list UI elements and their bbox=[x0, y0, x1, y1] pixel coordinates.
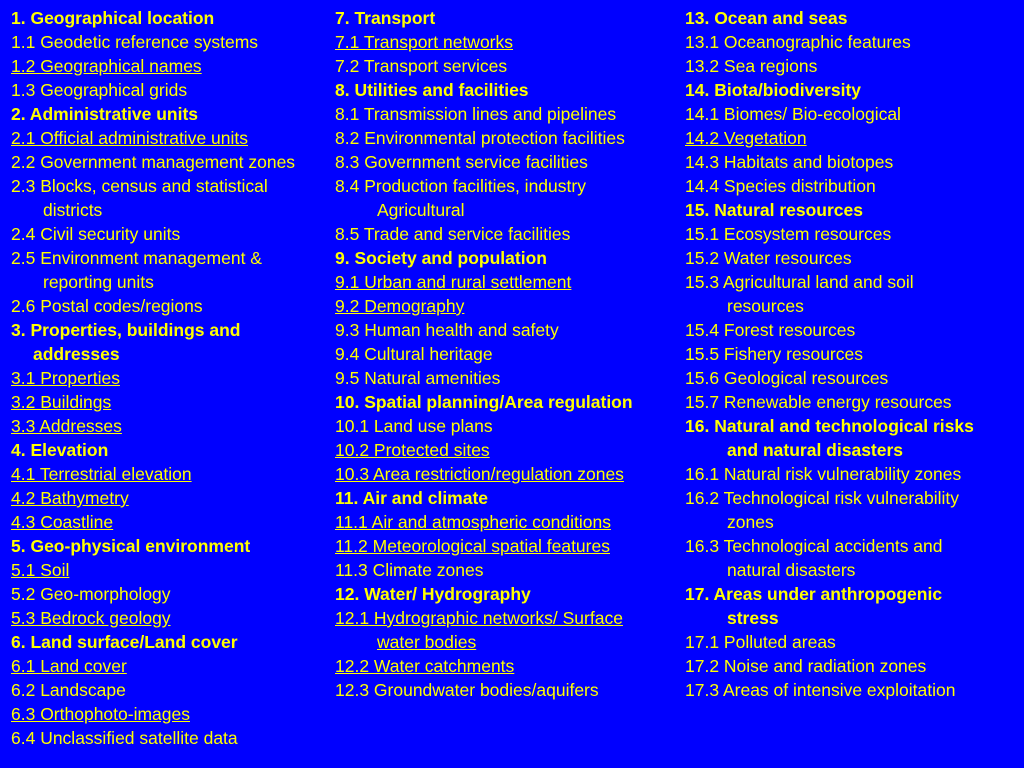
theme-item-1-1 bbox=[11, 30, 331, 54]
theme-label: 8.1 Transmission lines and pipelines bbox=[335, 104, 617, 124]
theme-label: 8.2 Environmental protection facilities bbox=[335, 128, 625, 148]
theme-heading-10 bbox=[335, 390, 681, 414]
theme-label: 14.3 Habitats and biotopes bbox=[685, 152, 894, 172]
theme-label: 8.4 Production facilities, industry bbox=[335, 176, 586, 196]
theme-heading-13 bbox=[685, 6, 1021, 30]
theme-item-8-1 bbox=[335, 102, 681, 126]
theme-label: 5.2 Geo-morphology bbox=[11, 584, 171, 604]
theme-item-11-2[interactable] bbox=[335, 534, 681, 558]
theme-label: 14. Biota/biodiversity bbox=[685, 80, 862, 100]
column-themes-7-12 bbox=[335, 6, 681, 702]
theme-heading-9 bbox=[335, 246, 681, 270]
theme-label-continuation: reporting units bbox=[43, 272, 154, 292]
theme-label[interactable]: 12.2 Water catchments bbox=[335, 656, 515, 676]
theme-item-2-1[interactable] bbox=[11, 126, 331, 150]
theme-item-2-2 bbox=[11, 150, 331, 174]
theme-label: 15. Natural resources bbox=[685, 200, 864, 220]
theme-item-15-6 bbox=[685, 366, 1021, 390]
theme-label[interactable]: 2.1 Official administrative units bbox=[11, 128, 249, 148]
theme-label: 16. Natural and technological risks bbox=[685, 416, 974, 436]
theme-item-8-2 bbox=[335, 126, 681, 150]
theme-label[interactable]: 3.3 Addresses bbox=[11, 416, 122, 436]
theme-heading-14 bbox=[685, 78, 1021, 102]
theme-label[interactable]: 4.3 Coastline bbox=[11, 512, 114, 532]
theme-label[interactable]: 10.3 Area restriction/regulation zones bbox=[335, 464, 624, 484]
theme-label: 7.2 Transport services bbox=[335, 56, 508, 76]
theme-label: 8. Utilities and facilities bbox=[335, 80, 529, 100]
theme-item-17-2 bbox=[685, 654, 1021, 678]
theme-heading-7 bbox=[335, 6, 681, 30]
theme-heading-8 bbox=[335, 78, 681, 102]
theme-item-15-1 bbox=[685, 222, 1021, 246]
theme-item-6-1[interactable] bbox=[11, 654, 331, 678]
theme-label: 8.3 Government service facilities bbox=[335, 152, 588, 172]
theme-label[interactable]: 9.2 Demography bbox=[335, 296, 465, 316]
theme-label[interactable]: 5.1 Soil bbox=[11, 560, 70, 580]
theme-heading-6 bbox=[11, 630, 331, 654]
theme-item-8-4 bbox=[335, 174, 681, 222]
theme-label: 2.6 Postal codes/regions bbox=[11, 296, 203, 316]
theme-label: 2.2 Government management zones bbox=[11, 152, 296, 172]
theme-item-17-1 bbox=[685, 630, 1021, 654]
theme-item-10-2[interactable] bbox=[335, 438, 681, 462]
theme-item-9-4 bbox=[335, 342, 681, 366]
theme-item-9-3 bbox=[335, 318, 681, 342]
theme-item-7-1[interactable] bbox=[335, 30, 681, 54]
theme-item-15-2 bbox=[685, 246, 1021, 270]
theme-item-9-2[interactable] bbox=[335, 294, 681, 318]
theme-item-14-2[interactable] bbox=[685, 126, 1021, 150]
theme-label[interactable]: 9.1 Urban and rural settlement bbox=[335, 272, 572, 292]
theme-item-12-2[interactable] bbox=[335, 654, 681, 678]
theme-label[interactable]: 12.1 Hydrographic networks/ Surface bbox=[335, 608, 623, 628]
theme-item-5-2 bbox=[11, 582, 331, 606]
theme-label[interactable]: 3.2 Buildings bbox=[11, 392, 112, 412]
theme-heading-4 bbox=[11, 438, 331, 462]
theme-item-4-3[interactable] bbox=[11, 510, 331, 534]
theme-item-4-2[interactable] bbox=[11, 486, 331, 510]
theme-label: 15.6 Geological resources bbox=[685, 368, 889, 388]
theme-heading-11 bbox=[335, 486, 681, 510]
theme-item-6-3[interactable] bbox=[11, 702, 331, 726]
theme-label: 9.5 Natural amenities bbox=[335, 368, 501, 388]
theme-label[interactable]: 14.2 Vegetation bbox=[685, 128, 807, 148]
theme-heading-17 bbox=[685, 582, 1021, 630]
theme-label: 11.3 Climate zones bbox=[335, 560, 484, 580]
theme-item-3-2[interactable] bbox=[11, 390, 331, 414]
theme-item-1-3 bbox=[11, 78, 331, 102]
theme-label: 9.3 Human health and safety bbox=[335, 320, 559, 340]
theme-heading-12 bbox=[335, 582, 681, 606]
theme-item-3-1[interactable] bbox=[11, 366, 331, 390]
theme-label: 16.2 Technological risk vulnerability bbox=[685, 488, 959, 508]
theme-heading-16 bbox=[685, 414, 1021, 462]
theme-label: 3. Properties, buildings and bbox=[11, 320, 241, 340]
theme-heading-3 bbox=[11, 318, 331, 366]
theme-label: 15.1 Ecosystem resources bbox=[685, 224, 892, 244]
theme-item-15-3 bbox=[685, 270, 1021, 318]
theme-label: 2.3 Blocks, census and statistical bbox=[11, 176, 268, 196]
theme-label-continuation: and natural disasters bbox=[727, 440, 904, 460]
theme-label[interactable]: 7.1 Transport networks bbox=[335, 32, 513, 52]
theme-label: 14.4 Species distribution bbox=[685, 176, 876, 196]
column-themes-1-6 bbox=[11, 6, 331, 750]
theme-label: 15.5 Fishery resources bbox=[685, 344, 863, 364]
theme-label: 10.1 Land use plans bbox=[335, 416, 493, 436]
theme-item-9-5 bbox=[335, 366, 681, 390]
theme-label: 13.1 Oceanographic features bbox=[685, 32, 911, 52]
theme-item-5-1[interactable] bbox=[11, 558, 331, 582]
theme-label: 11. Air and climate bbox=[335, 488, 489, 508]
theme-label[interactable]: 1.2 Geographical names bbox=[11, 56, 202, 76]
theme-item-15-4 bbox=[685, 318, 1021, 342]
theme-label: 15.3 Agricultural land and soil bbox=[685, 272, 914, 292]
theme-label-continuation: districts bbox=[43, 200, 103, 220]
theme-label: 12. Water/ Hydrography bbox=[335, 584, 531, 604]
theme-label[interactable]: 4.2 Bathymetry bbox=[11, 488, 129, 508]
theme-label[interactable]: 4.1 Terrestrial elevation bbox=[11, 464, 192, 484]
theme-item-2-3 bbox=[11, 174, 331, 222]
theme-label[interactable]: 6.1 Land cover bbox=[11, 656, 127, 676]
column-themes-13-17 bbox=[685, 6, 1021, 702]
theme-label: 7. Transport bbox=[335, 8, 436, 28]
theme-label: 2.4 Civil security units bbox=[11, 224, 181, 244]
theme-label-continuation[interactable]: water bodies bbox=[377, 632, 477, 652]
theme-label: 5. Geo-physical environment bbox=[11, 536, 251, 556]
theme-label[interactable]: 3.1 Properties bbox=[11, 368, 120, 388]
theme-item-16-1 bbox=[685, 462, 1021, 486]
theme-label-continuation: stress bbox=[727, 608, 779, 628]
theme-label: 17.3 Areas of intensive exploitation bbox=[685, 680, 956, 700]
theme-label-continuation: zones bbox=[727, 512, 774, 532]
theme-label: 2. Administrative units bbox=[11, 104, 199, 124]
theme-item-16-2 bbox=[685, 486, 1021, 534]
theme-label: 14.1 Biomes/ Bio-ecological bbox=[685, 104, 901, 124]
theme-label: 17. Areas under anthropogenic bbox=[685, 584, 943, 604]
theme-item-10-3[interactable] bbox=[335, 462, 681, 486]
theme-heading-5 bbox=[11, 534, 331, 558]
theme-item-2-5 bbox=[11, 246, 331, 294]
theme-label: 6. Land surface/Land cover bbox=[11, 632, 238, 652]
theme-label[interactable]: 5.3 Bedrock geology bbox=[11, 608, 171, 628]
theme-item-2-4 bbox=[11, 222, 331, 246]
theme-item-15-5 bbox=[685, 342, 1021, 366]
theme-label: 1. Geographical location bbox=[11, 8, 215, 28]
theme-item-14-3 bbox=[685, 150, 1021, 174]
theme-label[interactable]: 11.1 Air and atmospheric conditions bbox=[335, 512, 611, 532]
theme-label: 16.1 Natural risk vulnerability zones bbox=[685, 464, 962, 484]
theme-label: 17.1 Polluted areas bbox=[685, 632, 836, 652]
theme-item-2-6 bbox=[11, 294, 331, 318]
theme-label: 2.5 Environment management & bbox=[11, 248, 262, 268]
theme-item-16-3 bbox=[685, 534, 1021, 582]
theme-label-continuation: natural disasters bbox=[727, 560, 856, 580]
theme-item-1-2[interactable] bbox=[11, 54, 331, 78]
theme-item-17-3 bbox=[685, 678, 1021, 702]
theme-label-continuation: addresses bbox=[33, 344, 120, 364]
theme-label: 16.3 Technological accidents and bbox=[685, 536, 943, 556]
theme-item-7-2 bbox=[335, 54, 681, 78]
theme-item-4-1[interactable] bbox=[11, 462, 331, 486]
theme-label: 15.2 Water resources bbox=[685, 248, 852, 268]
theme-label: 13. Ocean and seas bbox=[685, 8, 848, 28]
theme-label: 1.3 Geographical grids bbox=[11, 80, 188, 100]
theme-item-8-3 bbox=[335, 150, 681, 174]
theme-label: 4. Elevation bbox=[11, 440, 109, 460]
theme-label: 13.2 Sea regions bbox=[685, 56, 818, 76]
theme-item-10-1 bbox=[335, 414, 681, 438]
theme-heading-1 bbox=[11, 6, 331, 30]
theme-label: 9. Society and population bbox=[335, 248, 547, 268]
theme-item-3-3[interactable] bbox=[11, 414, 331, 438]
theme-label: 17.2 Noise and radiation zones bbox=[685, 656, 927, 676]
theme-label: 15.7 Renewable energy resources bbox=[685, 392, 952, 412]
theme-label[interactable]: 6.3 Orthophoto-images bbox=[11, 704, 190, 724]
theme-item-6-2 bbox=[11, 678, 331, 702]
theme-label: 6.4 Unclassified satellite data bbox=[11, 728, 238, 748]
theme-item-11-3 bbox=[335, 558, 681, 582]
theme-heading-2 bbox=[11, 102, 331, 126]
theme-item-8-5 bbox=[335, 222, 681, 246]
theme-label: 12.3 Groundwater bodies/aquifers bbox=[335, 680, 599, 700]
theme-item-15-7 bbox=[685, 390, 1021, 414]
theme-label: 6.2 Landscape bbox=[11, 680, 126, 700]
theme-item-13-1 bbox=[685, 30, 1021, 54]
theme-label: 1.1 Geodetic reference systems bbox=[11, 32, 259, 52]
theme-label: 8.5 Trade and service facilities bbox=[335, 224, 571, 244]
theme-label: 9.4 Cultural heritage bbox=[335, 344, 493, 364]
theme-item-9-1[interactable] bbox=[335, 270, 681, 294]
theme-item-14-1 bbox=[685, 102, 1021, 126]
theme-label[interactable]: 11.2 Meteorological spatial features bbox=[335, 536, 610, 556]
theme-label[interactable]: 10.2 Protected sites bbox=[335, 440, 490, 460]
theme-label-continuation: resources bbox=[727, 296, 804, 316]
theme-item-14-4 bbox=[685, 174, 1021, 198]
theme-label: 10. Spatial planning/Area regulation bbox=[335, 392, 633, 412]
theme-label-continuation: Agricultural bbox=[377, 200, 465, 220]
theme-item-12-3 bbox=[335, 678, 681, 702]
theme-item-6-4 bbox=[11, 726, 331, 750]
theme-label: 15.4 Forest resources bbox=[685, 320, 856, 340]
theme-item-11-1[interactable] bbox=[335, 510, 681, 534]
theme-item-12-1[interactable] bbox=[335, 606, 681, 654]
theme-item-13-2 bbox=[685, 54, 1021, 78]
theme-item-5-3[interactable] bbox=[11, 606, 331, 630]
theme-heading-15 bbox=[685, 198, 1021, 222]
